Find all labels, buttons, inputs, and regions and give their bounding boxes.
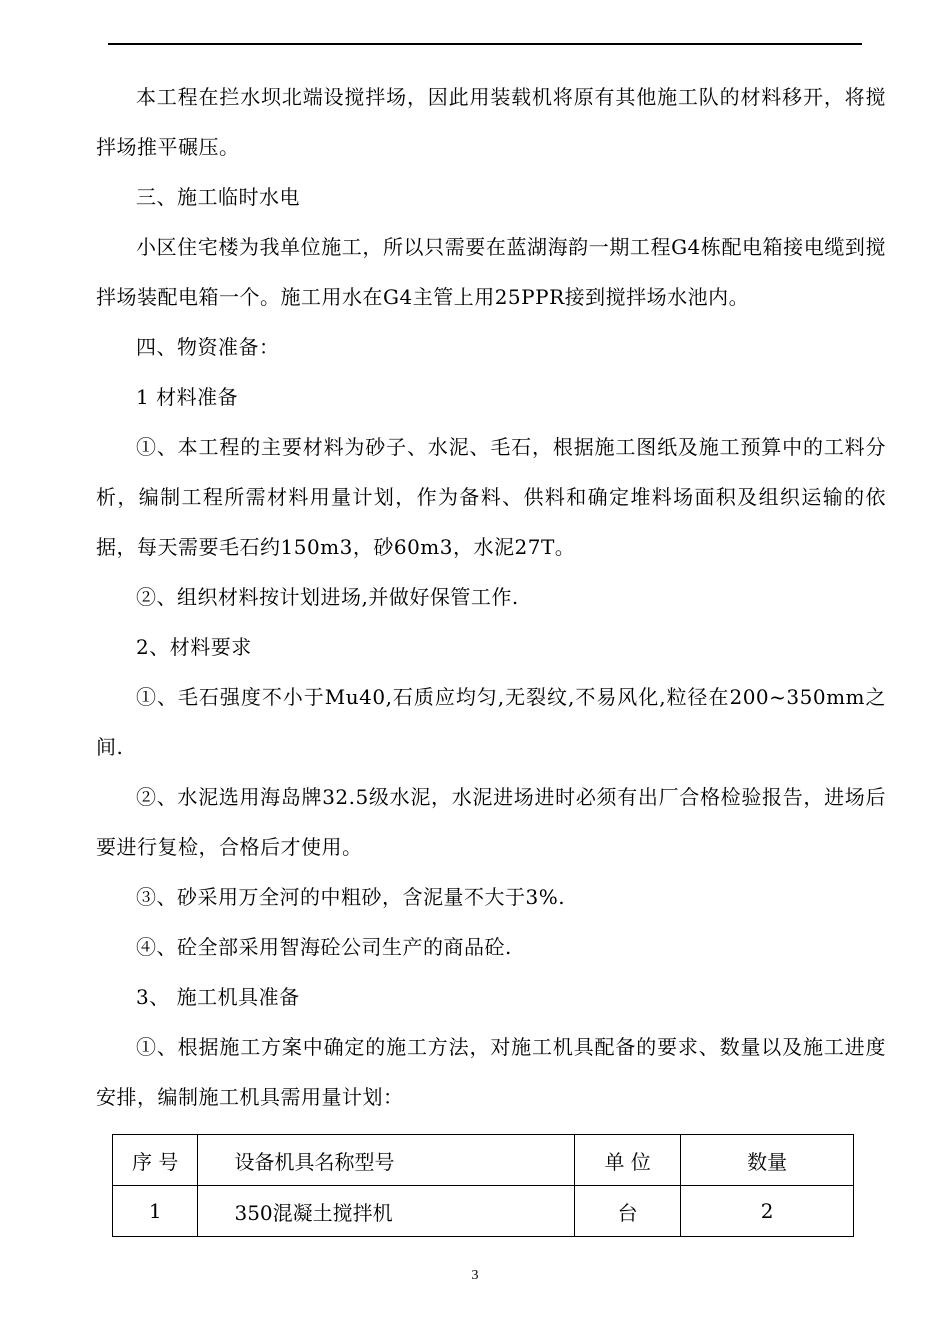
page-number: 3 bbox=[471, 1268, 479, 1283]
header-cell-qty: 数量 bbox=[681, 1135, 854, 1186]
subheading-equipment-prep: 3、 施工机具准备 bbox=[136, 985, 300, 1009]
paragraph-material-plan: ①、本工程的主要材料为砂子、水泥、毛石，根据施工图纸及施工预算中的工料分析，编制工程所需材料用量计划，作为备料、供料和确定堆料场面积及组织运输的依据，每天需要毛石约150m3，砂60m3，水泥27T。 bbox=[96, 435, 886, 559]
header-cell-name: 设备机具名称型号 bbox=[198, 1135, 575, 1186]
paragraph-concrete-requirement: ④、砼全部采用智海砼公司生产的商品砼. bbox=[136, 935, 512, 959]
subheading-material-requirements: 2、材料要求 bbox=[136, 635, 252, 659]
section-heading-temp-utilities: 三、施工临时水电 bbox=[136, 185, 300, 209]
section-heading-materials: 四、物资准备： bbox=[136, 335, 280, 359]
header-cell-unit: 单 位 bbox=[574, 1135, 680, 1186]
table-header-row bbox=[113, 1135, 854, 1186]
paragraph-cement-requirement: ②、水泥选用海岛牌32.5级水泥，水泥进场进时必须有出厂合格检验报告，进场后要进行复检，合格后才使用。 bbox=[96, 785, 886, 859]
header-rule bbox=[108, 43, 862, 45]
subheading-material-prep: 1 材料准备 bbox=[136, 385, 239, 409]
paragraph-material-storage: ②、组织材料按计划进场,并做好保管工作. bbox=[136, 585, 519, 609]
paragraph-site-prep: 本工程在拦水坝北端设搅拌场，因此用装载机将原有其他施工队的材料移开，将搅拌场推平碾压。 bbox=[96, 85, 886, 159]
cell-qty: 2 bbox=[681, 1186, 854, 1237]
document-body bbox=[96, 72, 886, 1122]
equipment-table bbox=[112, 1134, 854, 1237]
header-cell-no: 序 号 bbox=[113, 1135, 198, 1186]
cell-no: 1 bbox=[113, 1186, 198, 1237]
cell-name: 350混凝土搅拌机 bbox=[198, 1186, 575, 1237]
cell-unit: 台 bbox=[574, 1186, 680, 1237]
table-row bbox=[113, 1186, 854, 1237]
paragraph-equipment-plan: ①、根据施工方案中确定的施工方法，对施工机具配备的要求、数量以及施工进度安排，编制施工机具需用量计划： bbox=[96, 1035, 886, 1109]
paragraph-rubble-requirement: ①、毛石强度不小于Mu40,石质应均匀,无裂纹,不易风化,粒径在200~350mm之间. bbox=[96, 685, 886, 759]
paragraph-utilities: 小区住宅楼为我单位施工，所以只需要在蓝湖海韵一期工程G4栋配电箱接电缆到搅拌场装配电箱一个。施工用水在G4主管上用25PPR接到搅拌场水池内。 bbox=[96, 235, 886, 309]
paragraph-sand-requirement: ③、砂采用万全河的中粗砂，含泥量不大于3%. bbox=[136, 885, 566, 909]
